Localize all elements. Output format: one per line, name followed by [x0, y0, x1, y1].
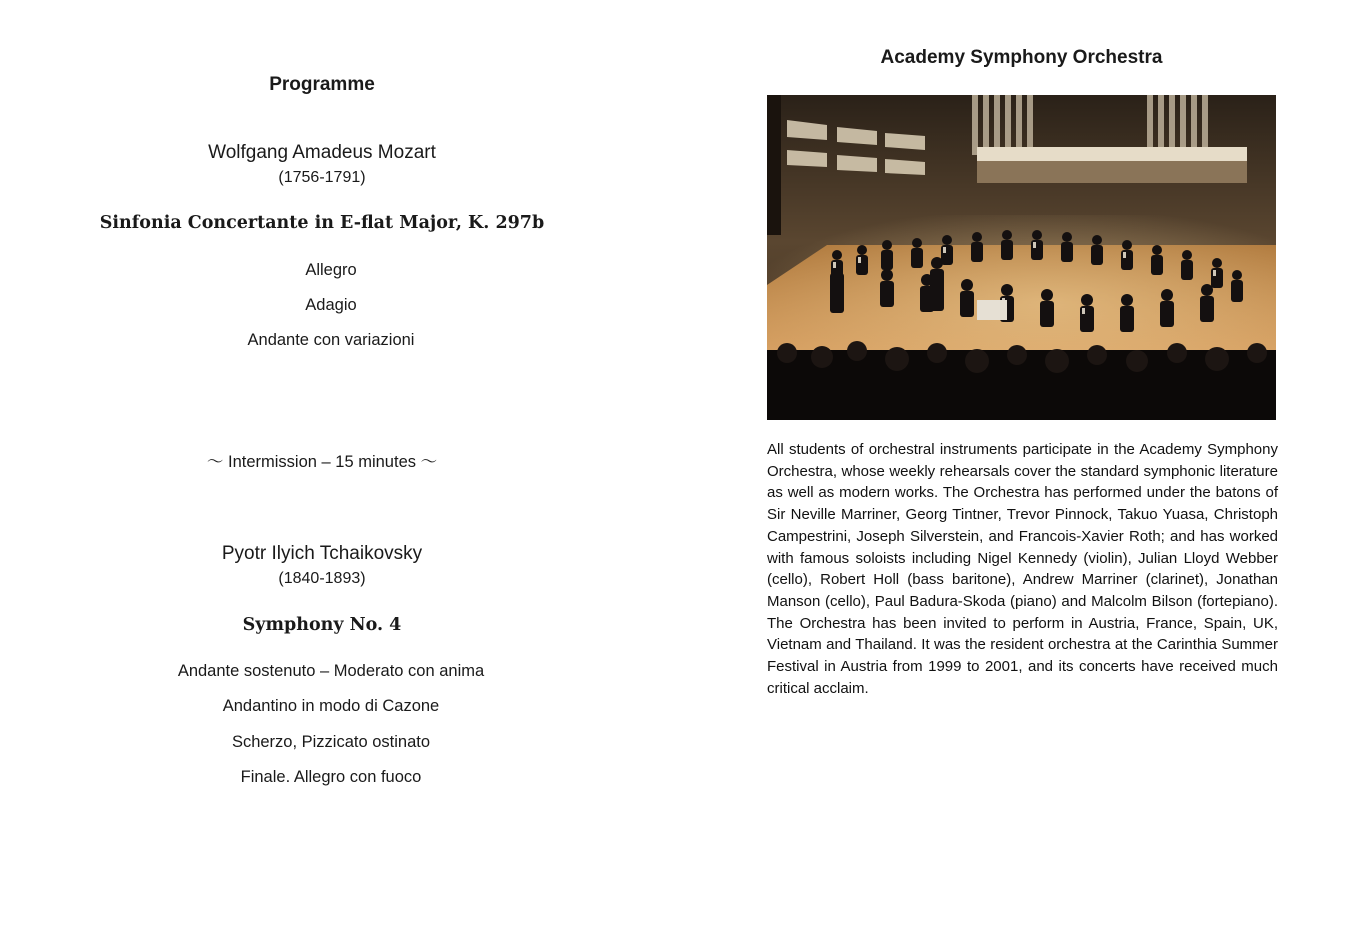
intermission-note: ～ Intermission – 15 minutes ～ [206, 453, 438, 471]
movement: Scherzo, Pizzicato ostinato [231, 733, 431, 751]
movement: Andantino in modo di Cazone [222, 697, 440, 715]
concert-hall-illustration [767, 95, 1276, 420]
programme-page [0, 0, 660, 950]
movement: Finale. Allegro con fuoco [240, 768, 422, 786]
orchestra-photo [767, 95, 1276, 420]
movement: Andante con variazioni [247, 331, 415, 349]
movement: Adagio [305, 296, 357, 314]
orchestra-title: Academy Symphony Orchestra [880, 47, 1163, 68]
composer-name: Wolfgang Amadeus Mozart [208, 142, 436, 163]
work-title: Symphony No. 4 [242, 615, 402, 635]
composer-name: Pyotr Ilyich Tchaikovsky [221, 543, 423, 564]
orchestra-bio: All students of orchestral instruments participate in the Academy Symphony Orchestra, whose weekly rehearsals cover the standard symphonic literature as well as modern works. The Orchestra has performed under the batons of Sir Neville Marriner, Georg Tintner, Trevor Pinnock, Takuo Yuasa, Christoph Campestrini, Joseph Silverstein, and Francois-Xavier Roth; and has worked with famous soloists including Nigel Kennedy (violin), Julian Lloyd Webber (cello), Robert Holl (bass baritone), Andrew Marriner (clarinet), Jonathan Manson (cello), Paul Badura-Skoda (piano) and Malcolm Bilson (fortepiano). The Orchestra has been invited to perform in Austria, France, Spain, UK, Vietnam and Thailand. It was the resident orchestra at the Carinthia Summer Festival in Austria from 1999 to 2001, and its concerts have received much critical acclaim. [767, 441, 1278, 697]
composer-dates: (1756-1791) [278, 169, 366, 186]
movement: Andante sostenuto – Moderato con anima [177, 662, 485, 680]
work-title: Sinfonia Concertante in E-flat Major, K. 297b [99, 213, 545, 233]
movement: Allegro [305, 261, 357, 279]
programme-title: Programme [269, 74, 375, 95]
orchestra-page [660, 0, 1345, 950]
composer-dates: (1840-1893) [278, 570, 366, 587]
